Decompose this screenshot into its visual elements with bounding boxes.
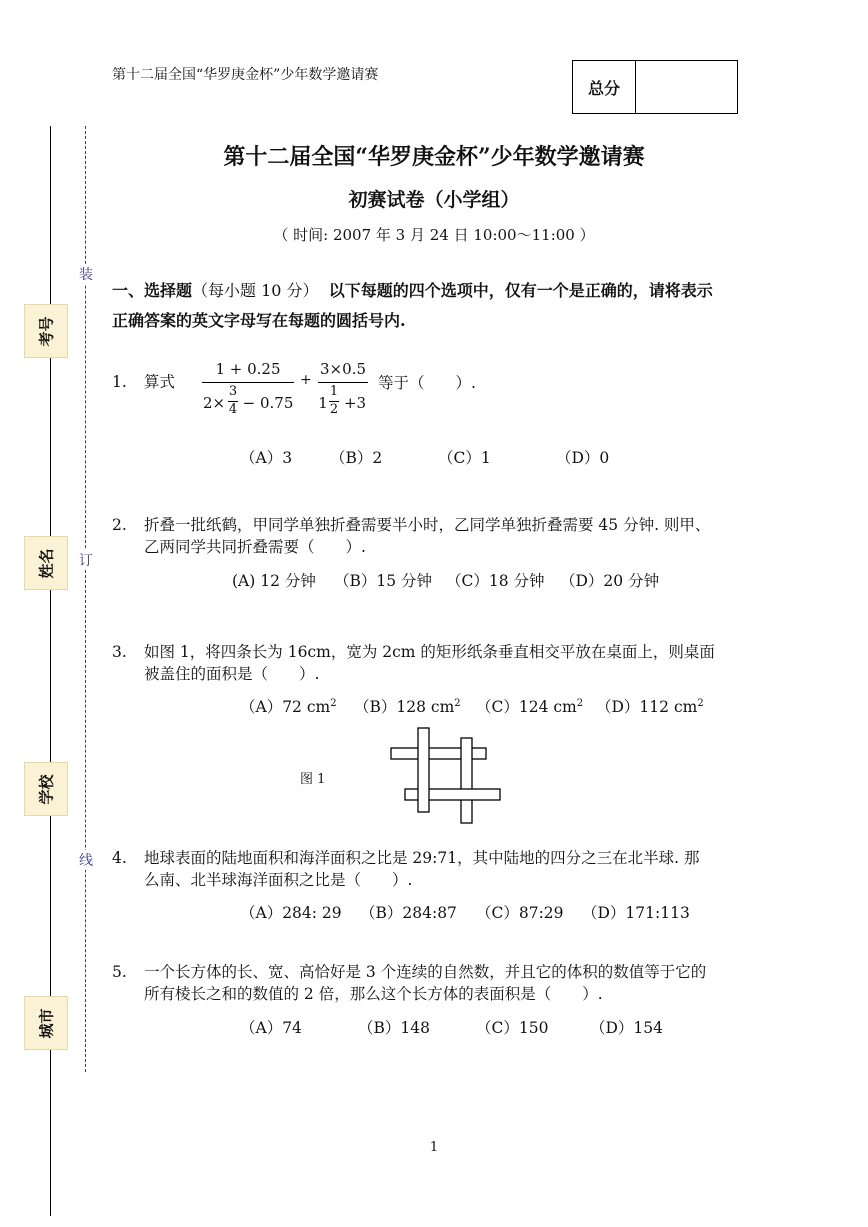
fraction-1-den-a: 2× bbox=[202, 394, 226, 412]
mixed-den: 4 bbox=[228, 402, 238, 417]
section-points: （每小题 10 分） bbox=[192, 281, 319, 300]
question-5 bbox=[112, 961, 772, 1009]
strip-vertical-left bbox=[418, 728, 429, 812]
question-number: 4. bbox=[112, 849, 127, 867]
q1-option-c: （C）1 bbox=[438, 449, 491, 467]
binding-mark-zhuang: 装 bbox=[76, 264, 96, 284]
q2-option-a: (A) 12 分钟 bbox=[232, 572, 316, 590]
page-number: 1 bbox=[429, 1140, 439, 1155]
question-lead: 算式 bbox=[144, 373, 176, 391]
mixed-num: 3 bbox=[228, 384, 238, 399]
q2-option-d: （D）20 分钟 bbox=[560, 572, 660, 590]
q2-option-c: （C）18 分钟 bbox=[446, 572, 545, 590]
question-number: 5. bbox=[112, 963, 127, 981]
q2-option-b: （B）15 分钟 bbox=[334, 572, 433, 590]
total-score-box bbox=[572, 60, 738, 114]
q5-option-d: （D）154 bbox=[590, 1019, 664, 1037]
total-score-label: 总分 bbox=[573, 61, 636, 113]
question-4 bbox=[112, 847, 772, 895]
fraction-1-den-b: − 0.75 bbox=[242, 394, 294, 412]
question-2 bbox=[112, 514, 772, 562]
q4-option-b: （B）284:87 bbox=[360, 904, 457, 922]
q5-option-a: （A）74 bbox=[240, 1019, 302, 1037]
question-text-line: 所有棱长之和的数值的 2 倍，那么这个长方体的表面积是（ ）. bbox=[144, 985, 603, 1003]
exam-subtitle: 初赛试卷（小学组） bbox=[348, 189, 520, 211]
fraction-bar bbox=[202, 382, 294, 383]
field-city: 城市 bbox=[24, 996, 68, 1050]
q1-option-b: （B）2 bbox=[330, 449, 383, 467]
fraction-2-numerator: 3×0.5 bbox=[320, 360, 366, 378]
question-number: 3. bbox=[112, 643, 127, 661]
exam-title: 第十二届全国“华罗庚金杯”少年数学邀请赛 bbox=[223, 144, 645, 170]
q3-option-b: （B）128 $cm^2$ bbox=[354, 697, 461, 716]
margin-solid-line bbox=[50, 126, 51, 1216]
question-number: 1. bbox=[112, 373, 127, 391]
q3-option-a: （A）72 $cm^2$ bbox=[240, 697, 337, 716]
question-text-line: 一个长方体的长、宽、高恰好是 3 个连续的自然数，并且它的体积的数值等于它的 bbox=[144, 963, 707, 981]
whole-part: 1 bbox=[318, 394, 328, 412]
q5-option-b: （B）148 bbox=[358, 1019, 430, 1037]
q3-option-c: （C）124 $cm^2$ bbox=[476, 697, 584, 716]
figure-1-crossed-strips bbox=[388, 726, 504, 826]
figure-1-label: 图 1 bbox=[300, 772, 326, 787]
question-3 bbox=[112, 641, 772, 689]
section-heading bbox=[112, 276, 772, 336]
fraction-bar bbox=[318, 382, 368, 383]
field-exam-number: 考号 bbox=[24, 304, 68, 358]
fraction-1-numerator: 1 + 0.25 bbox=[215, 360, 281, 378]
question-text-line: 乙两同学共同折叠需要（ ）. bbox=[144, 538, 366, 556]
running-header: 第十二届全国“华罗庚金杯”少年数学邀请赛 bbox=[112, 67, 379, 83]
fraction-1 bbox=[200, 358, 300, 428]
mixed-num: 1 bbox=[329, 384, 339, 399]
section-instruction-2: 正确答案的英文字母写在每题的圆括号内. bbox=[112, 311, 406, 330]
binding-mark-xian: 线 bbox=[76, 850, 96, 870]
q4-option-c: （C）87:29 bbox=[476, 904, 564, 922]
q4-option-a: （A）284: 29 bbox=[240, 904, 342, 922]
question-text-line: 折叠一批纸鹤，甲同学单独折叠需要半小时，乙同学单独折叠需要 45 分钟. 则甲、 bbox=[144, 516, 711, 534]
question-text-line: 被盖住的面积是（ ）. bbox=[144, 665, 320, 683]
question-text-line: 如图 1，将四条长为 16cm，宽为 2cm 的矩形纸条垂直相交平放在桌面上，则桌面 bbox=[144, 643, 715, 661]
section-instruction-1: 以下每题的四个选项中，仅有一个是正确的，请将表示 bbox=[328, 281, 713, 300]
field-name: 姓名 bbox=[24, 536, 68, 590]
strip-vertical-right bbox=[461, 738, 472, 823]
plus-sign: + bbox=[300, 372, 312, 388]
exam-time: （ 时间: 2007 年 3 月 24 日 10:00～11:00 ） bbox=[273, 226, 595, 244]
section-title: 一、选择题 bbox=[112, 281, 193, 300]
question-tail: 等于（ ）. bbox=[378, 374, 476, 392]
question-text-line: 地球表面的陆地面积和海洋面积之比是 29:71，其中陆地的四分之三在北半球. 那 bbox=[144, 849, 700, 867]
q1-option-d: （D）0 bbox=[556, 449, 610, 467]
binding-mark-ding: 订 bbox=[76, 550, 96, 570]
question-number: 2. bbox=[112, 516, 127, 534]
fraction-2 bbox=[316, 358, 372, 428]
question-text-line: 么南、北半球海洋面积之比是（ ）. bbox=[144, 871, 413, 889]
fraction-2-den-b: +3 bbox=[343, 394, 367, 412]
mixed-den: 2 bbox=[329, 402, 339, 417]
field-school: 学校 bbox=[24, 762, 68, 816]
q4-option-d: （D）171:113 bbox=[582, 904, 690, 922]
q5-option-c: （C）150 bbox=[476, 1019, 549, 1037]
q1-option-a: （A）3 bbox=[240, 449, 293, 467]
q3-option-d: （D）112 $cm^2$ bbox=[596, 697, 704, 716]
